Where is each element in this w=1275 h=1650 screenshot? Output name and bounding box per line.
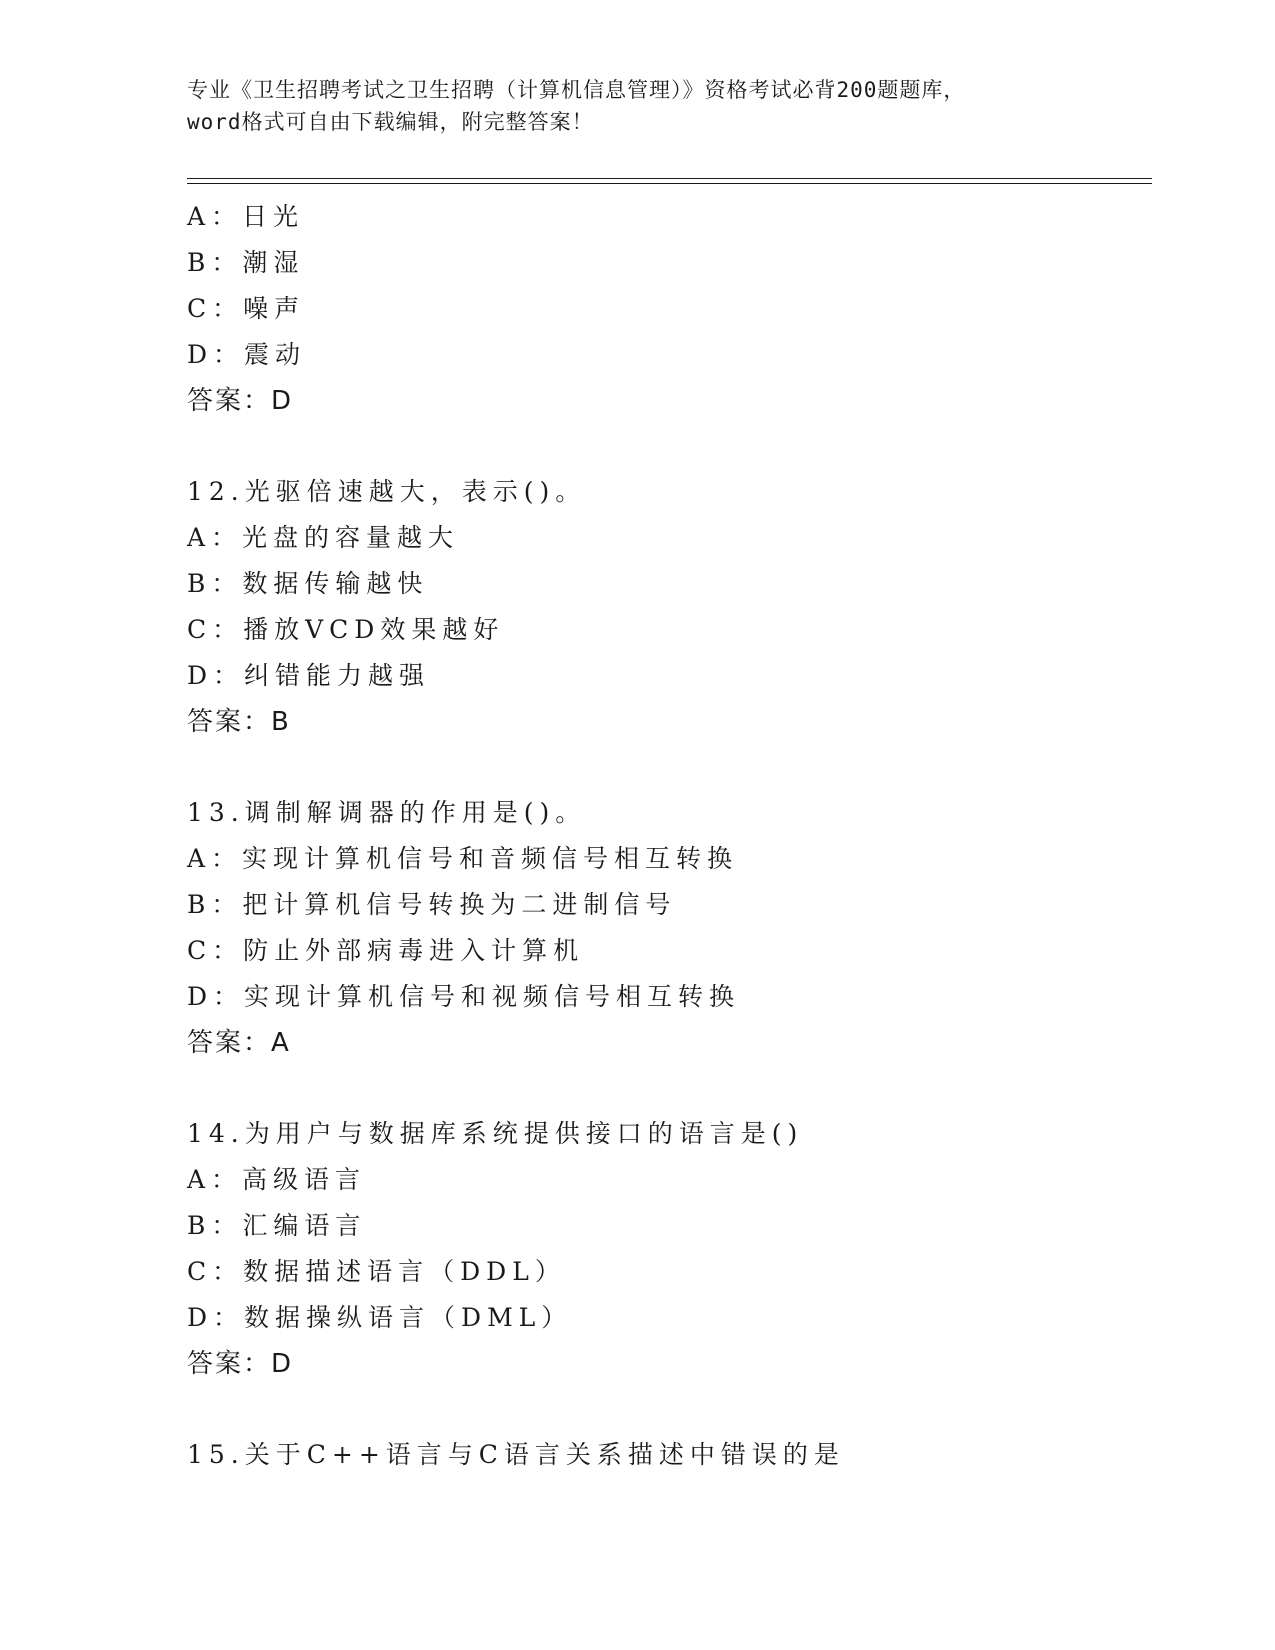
question-block-11 [187,194,1152,424]
question-stem: 12.光驱倍速越大，表示()。 [187,477,587,506]
header-title-line-1: 专业《卫生招聘考试之卫生招聘（计算机信息管理）》资格考试必背200题题库， [187,78,966,102]
option-d: D：数据操纵语言（DML） [187,1303,573,1332]
option-c: C：播放VCD效果越好 [187,615,505,644]
header-divider-bottom [187,183,1152,184]
option-d: D：实现计算机信号和视频信号相互转换 [187,982,741,1011]
answer: 答案：D [187,1349,294,1379]
answer: 答案：A [187,1028,291,1058]
option-d: D：纠错能力越强 [187,661,431,690]
option-a: A：光盘的容量越大 [187,523,460,552]
option-c: C：数据描述语言（DDL） [187,1257,566,1286]
question-stem: 14.为用户与数据库系统提供接口的语言是() [187,1119,804,1148]
option-c: C：噪声 [187,294,306,323]
question-stem: 13.调制解调器的作用是()。 [187,798,587,827]
document-header [187,74,1087,138]
question-block-15 [187,1432,1152,1478]
option-b: B：数据传输越快 [187,569,429,598]
answer: 答案：D [187,386,294,416]
option-a: A：日光 [187,202,305,231]
spacer [187,424,1152,469]
spacer [187,1066,1152,1111]
option-a: A：实现计算机信号和音频信号相互转换 [187,844,739,873]
option-b: B：把计算机信号转换为二进制信号 [187,890,677,919]
question-block-13 [187,790,1152,1066]
option-d: D：震动 [187,340,307,369]
spacer [187,1387,1152,1432]
question-block-14 [187,1111,1152,1387]
option-c: C：防止外部病毒进入计算机 [187,936,585,965]
header-title-line-2: word格式可自由下载编辑，附完整答案！ [187,110,594,134]
option-b: B：汇编语言 [187,1211,367,1240]
spacer [187,745,1152,790]
question-stem: 15.关于C++语言与C语言关系描述中错误的是 [187,1440,845,1469]
question-list [187,194,1152,1478]
question-block-12 [187,469,1152,745]
answer: 答案：B [187,707,291,737]
option-a: A：高级语言 [187,1165,367,1194]
option-b: B：潮湿 [187,248,305,277]
header-divider-top [187,178,1152,179]
